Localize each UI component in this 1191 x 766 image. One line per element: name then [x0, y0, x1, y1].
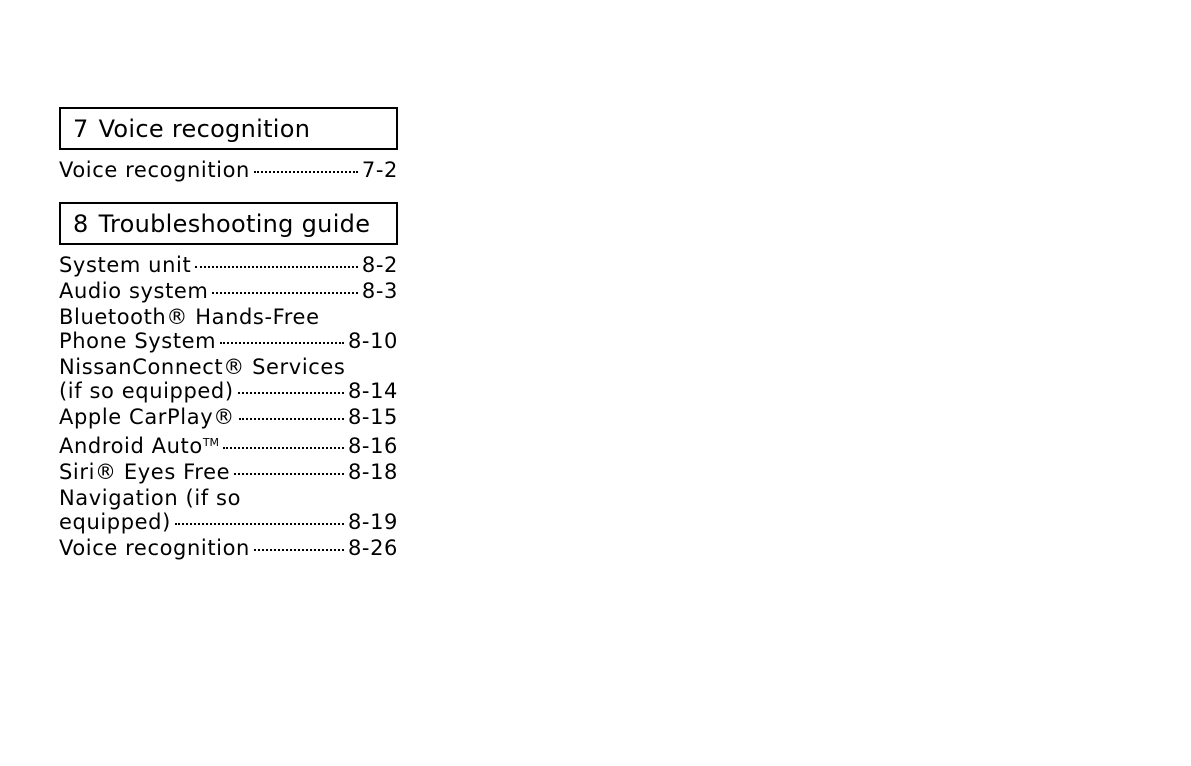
toc-entry-line [59, 510, 398, 534]
chapter-entries [59, 158, 398, 182]
toc-entry-page: 8-3 [361, 279, 398, 303]
toc-entry-page: 7-2 [361, 158, 398, 182]
toc-entry[interactable] [59, 253, 398, 277]
toc-entry-line [59, 329, 398, 353]
toc-entry-page: 8-14 [347, 379, 398, 403]
chapter-title: Troubleshooting guide [98, 209, 371, 238]
dot-leader [220, 342, 344, 344]
toc-entry[interactable] [59, 486, 398, 534]
toc-entry[interactable] [59, 355, 398, 403]
toc-entry-page: 8-26 [347, 536, 398, 560]
toc-entry-title: (if so equipped) [59, 379, 234, 403]
chapter-number: 7 [73, 114, 89, 143]
toc-entry-line [59, 279, 398, 303]
trademark-mark: TM [202, 436, 220, 449]
toc-entry-page: 8-16 [347, 434, 398, 458]
toc-entry-title: Voice recognition [59, 158, 250, 182]
toc-entry-title-text: Android Auto [59, 434, 203, 458]
toc-entry[interactable] [59, 305, 398, 353]
dot-leader [254, 171, 358, 173]
dot-leader [212, 292, 357, 294]
chapter-section-7 [59, 107, 398, 182]
toc-entry-page: 8-15 [347, 405, 398, 429]
toc-entry-page: 8-2 [361, 253, 398, 277]
dot-leader [175, 523, 344, 525]
toc-entry-title-line1: NissanConnect® Services [59, 355, 346, 379]
dot-leader [195, 266, 358, 268]
chapter-section-8 [59, 202, 398, 560]
toc-entry-title: Phone System [59, 329, 217, 353]
toc-entry-title: equipped) [59, 510, 171, 534]
chapter-entries [59, 253, 398, 560]
toc-entry[interactable] [59, 460, 398, 484]
toc-entry-title-line1: Navigation (if so [59, 486, 242, 510]
toc-entry-page: 8-18 [347, 460, 398, 484]
toc-entry[interactable] [59, 405, 398, 429]
toc-entry-page: 8-19 [347, 510, 398, 534]
table-of-contents [59, 107, 398, 562]
dot-leader [238, 392, 344, 394]
toc-entry-title: Apple CarPlay® [59, 405, 235, 429]
toc-entry[interactable] [59, 536, 398, 560]
chapter-heading[interactable] [59, 202, 398, 245]
chapter-number: 8 [73, 209, 89, 238]
toc-entry-line [59, 460, 398, 484]
toc-entry-line [59, 158, 398, 182]
toc-entry[interactable] [59, 279, 398, 303]
toc-entry-line [59, 379, 398, 403]
chapter-heading[interactable] [59, 107, 398, 150]
toc-entry-line [59, 536, 398, 560]
toc-entry[interactable] [59, 158, 398, 182]
dot-leader [239, 418, 344, 420]
dot-leader [234, 473, 344, 475]
toc-entry-page: 8-10 [347, 329, 398, 353]
toc-entry-line [59, 431, 398, 458]
toc-entry-line [59, 405, 398, 429]
toc-entry-title-line1: Bluetooth® Hands-Free [59, 305, 320, 329]
toc-entry-title: System unit [59, 253, 192, 277]
toc-entry-title [59, 431, 219, 458]
chapter-title: Voice recognition [98, 114, 311, 143]
toc-entry[interactable] [59, 431, 398, 458]
dot-leader [254, 549, 344, 551]
toc-entry-title: Voice recognition [59, 536, 250, 560]
toc-entry-line [59, 253, 398, 277]
toc-entry-title: Siri® Eyes Free [59, 460, 231, 484]
toc-entry-title: Audio system [59, 279, 209, 303]
dot-leader [223, 447, 344, 449]
